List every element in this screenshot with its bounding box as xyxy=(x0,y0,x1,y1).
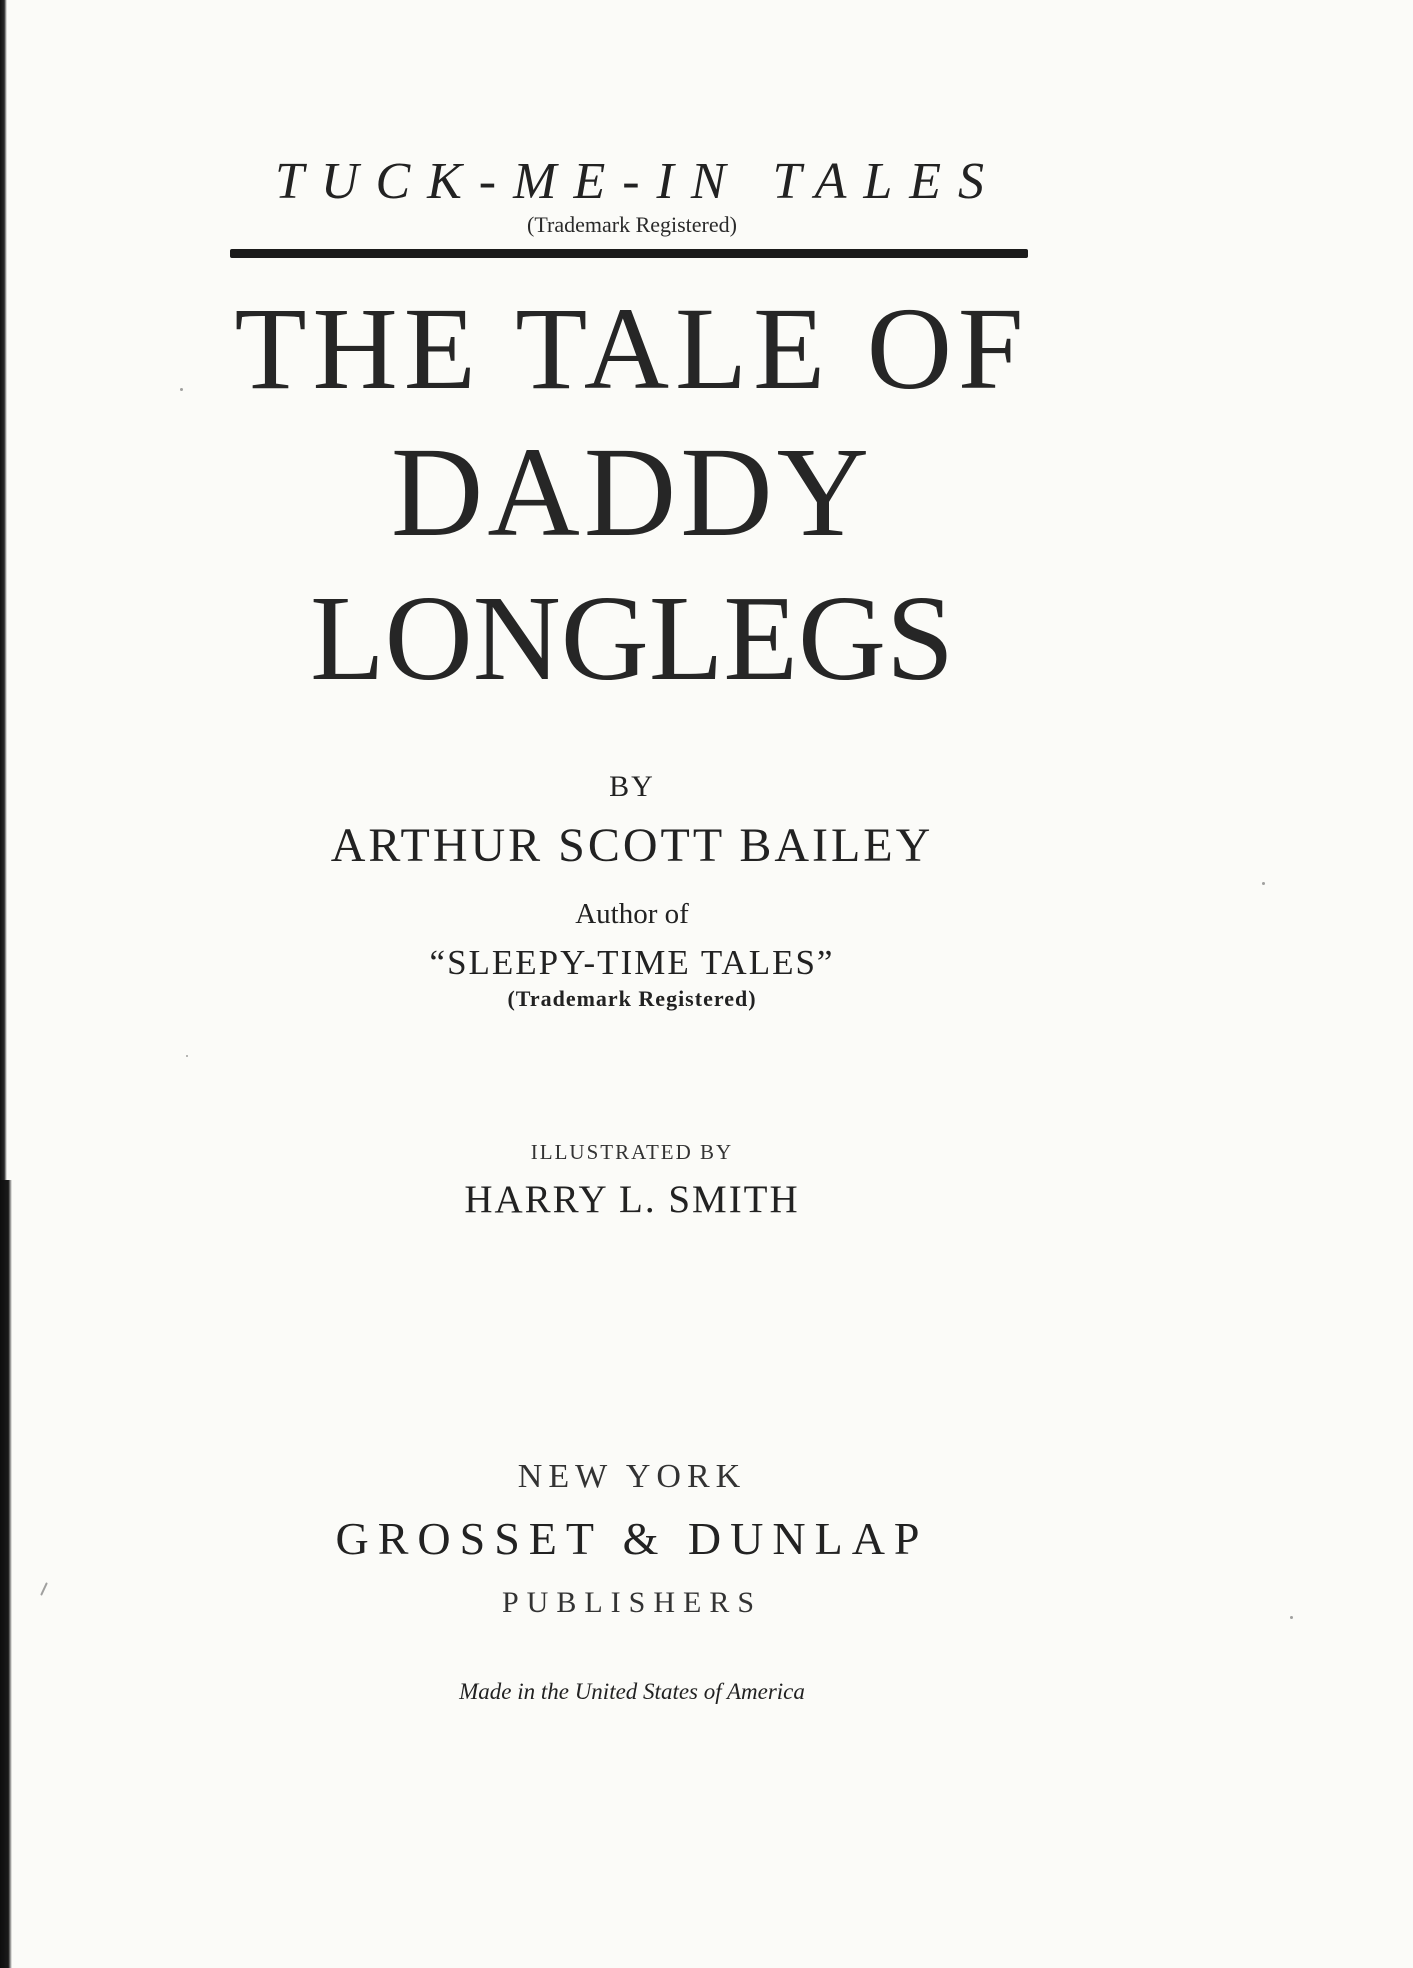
scan-speck xyxy=(180,388,183,391)
book-title-line-2: DADDY xyxy=(390,421,874,563)
publishers-label: PUBLISHERS xyxy=(501,1586,763,1619)
book-title-line-1: THE TALE OF xyxy=(234,283,1030,414)
other-series-trademark-note: (Trademark Registered) xyxy=(507,986,757,1011)
scan-speck xyxy=(1290,1616,1293,1619)
book-title-line-3: LONGLEGS xyxy=(310,571,954,706)
other-series-title: “SLEEPY-TIME TALES” xyxy=(429,943,835,982)
scan-speck xyxy=(40,1582,48,1596)
illustrated-by-label: ILLUSTRATED BY xyxy=(530,1140,734,1164)
scan-speck xyxy=(186,1055,188,1057)
page-spine-shadow-lower xyxy=(0,1180,12,1968)
scan-speck xyxy=(1262,882,1265,885)
author-of-label: Author of xyxy=(575,898,689,930)
by-label: BY xyxy=(609,770,655,803)
publisher-name: GROSSET & DUNLAP xyxy=(335,1513,929,1564)
author-name: ARTHUR SCOTT BAILEY xyxy=(330,819,934,872)
publisher-city: NEW YORK xyxy=(517,1458,747,1495)
made-in-note: Made in the United States of America xyxy=(459,1679,805,1704)
illustrator-name: HARRY L. SMITH xyxy=(464,1178,800,1221)
series-title: TUCK-ME-IN TALES xyxy=(274,153,1002,210)
title-rule xyxy=(230,249,1028,258)
series-trademark-note: (Trademark Registered) xyxy=(527,212,737,237)
